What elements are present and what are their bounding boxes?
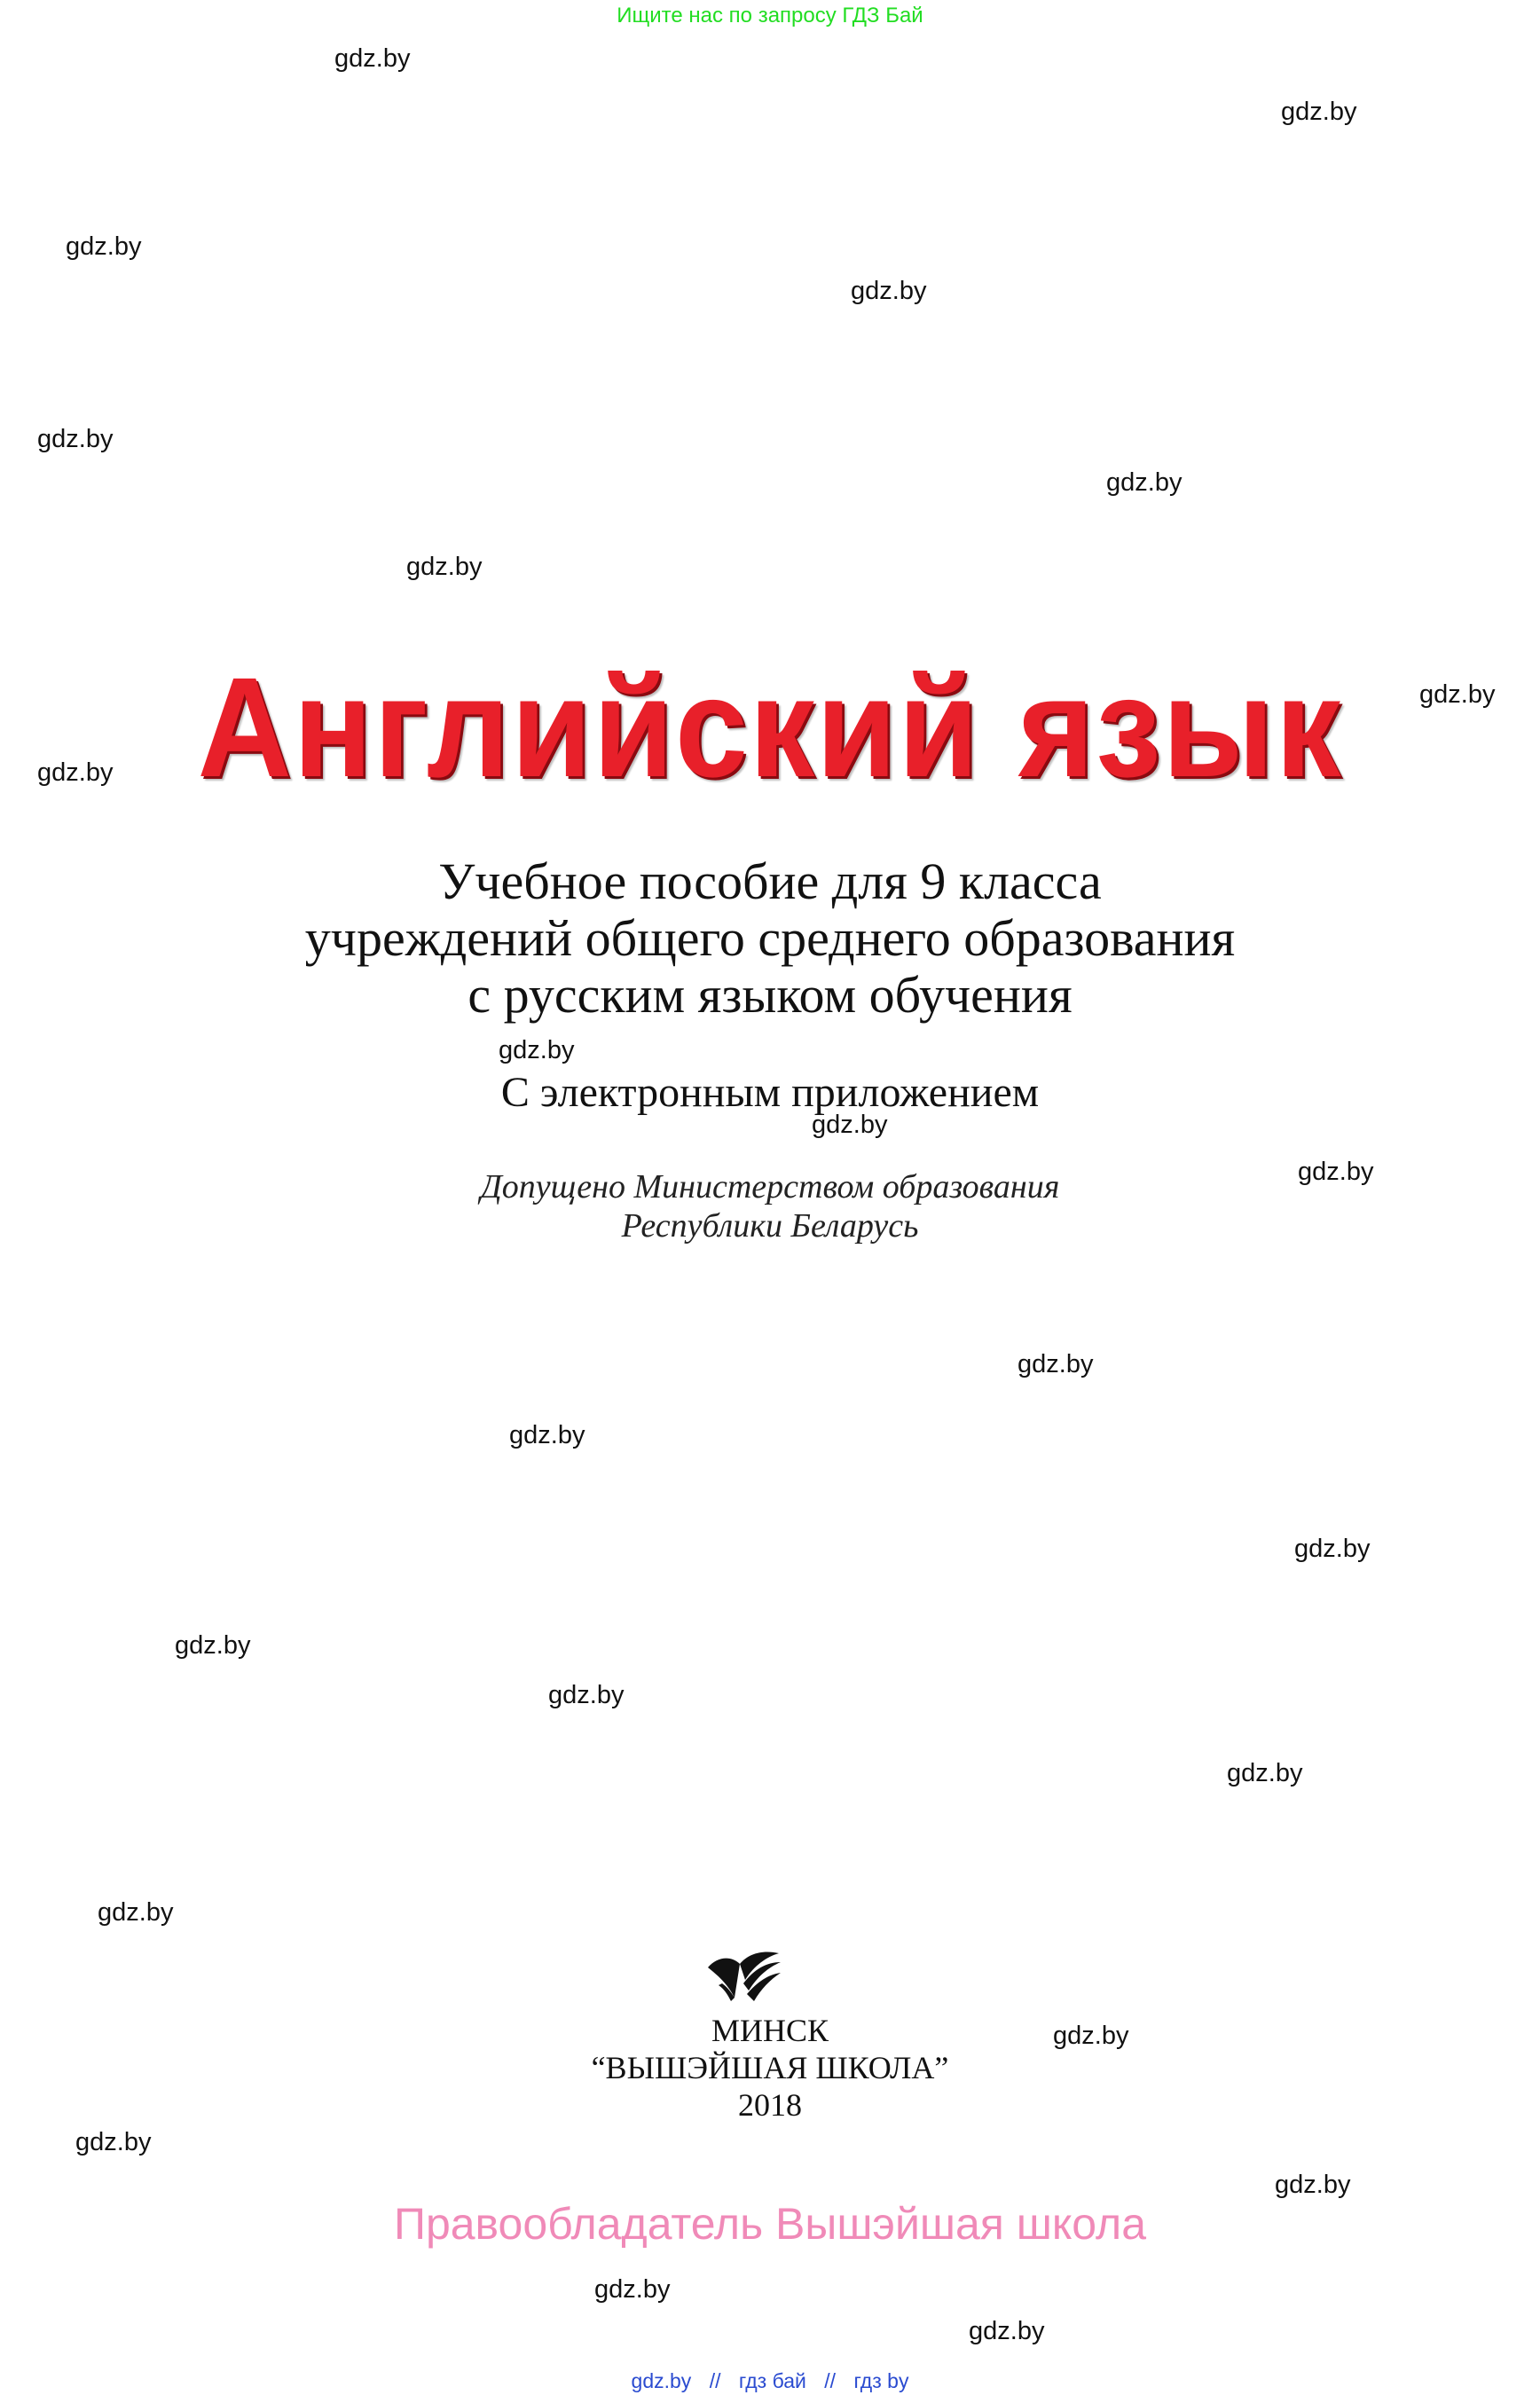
- watermark: gdz.by: [98, 1898, 174, 1927]
- watermark: gdz.by: [406, 553, 483, 581]
- footer-link-gdz-by[interactable]: gdz.by: [631, 2369, 692, 2392]
- watermark: gdz.by: [66, 232, 142, 261]
- watermark: gdz.by: [1106, 468, 1182, 497]
- watermark: gdz.by: [969, 2317, 1045, 2345]
- watermark: gdz.by: [548, 1681, 625, 1709]
- watermark: gdz.by: [175, 1631, 251, 1660]
- publisher-name: “ВЫШЭЙШАЯ ШКОЛА”: [591, 2050, 949, 2085]
- watermark: gdz.by: [509, 1421, 585, 1449]
- subtitle-line: с русским языком обучения: [468, 966, 1072, 1024]
- watermark: gdz.by: [1419, 680, 1496, 709]
- top-banner: Ищите нас по запросу ГДЗ Бай: [617, 4, 923, 27]
- watermark: gdz.by: [851, 277, 927, 305]
- watermark: gdz.by: [75, 2128, 152, 2156]
- footer-separator: //: [824, 2369, 837, 2392]
- book-title: Английский язык: [197, 648, 1343, 806]
- watermark: gdz.by: [1298, 1158, 1374, 1186]
- watermark: gdz.by: [812, 1111, 888, 1139]
- subtitle-line: Учебное пособие для 9 класса: [438, 852, 1102, 910]
- watermark: gdz.by: [37, 425, 114, 453]
- watermark: gdz.by: [594, 2275, 671, 2304]
- publisher-city: МИНСК: [711, 2013, 829, 2048]
- footer-link-gdz-bay[interactable]: гдз бай: [738, 2369, 806, 2392]
- watermark: gdz.by: [1227, 1759, 1303, 1787]
- approval-line: Допущено Министерством образования: [480, 1168, 1060, 1205]
- watermark: gdz.by: [1281, 98, 1357, 126]
- supplement-note: С электронным приложением: [500, 1069, 1040, 1116]
- footer-links: [0, 2369, 1540, 2393]
- watermark: gdz.by: [1018, 1350, 1094, 1378]
- footer-link-gdz-by-cyr[interactable]: гдз by: [853, 2369, 909, 2392]
- footer-separator: //: [709, 2369, 721, 2392]
- rights-holder: Правообладатель Вышэйшая школа: [394, 2199, 1146, 2249]
- watermark: gdz.by: [1275, 2171, 1351, 2199]
- subtitle-line: учреждений общего среднего образования: [304, 909, 1236, 967]
- watermark: gdz.by: [499, 1036, 575, 1064]
- publisher-logo-icon: [704, 1948, 782, 2005]
- watermark: gdz.by: [37, 758, 114, 787]
- watermark: gdz.by: [1294, 1535, 1371, 1563]
- watermark: gdz.by: [1053, 2022, 1129, 2050]
- approval-line: Республики Беларусь: [621, 1207, 919, 1245]
- publication-year: 2018: [738, 2087, 802, 2123]
- watermark: gdz.by: [334, 44, 411, 73]
